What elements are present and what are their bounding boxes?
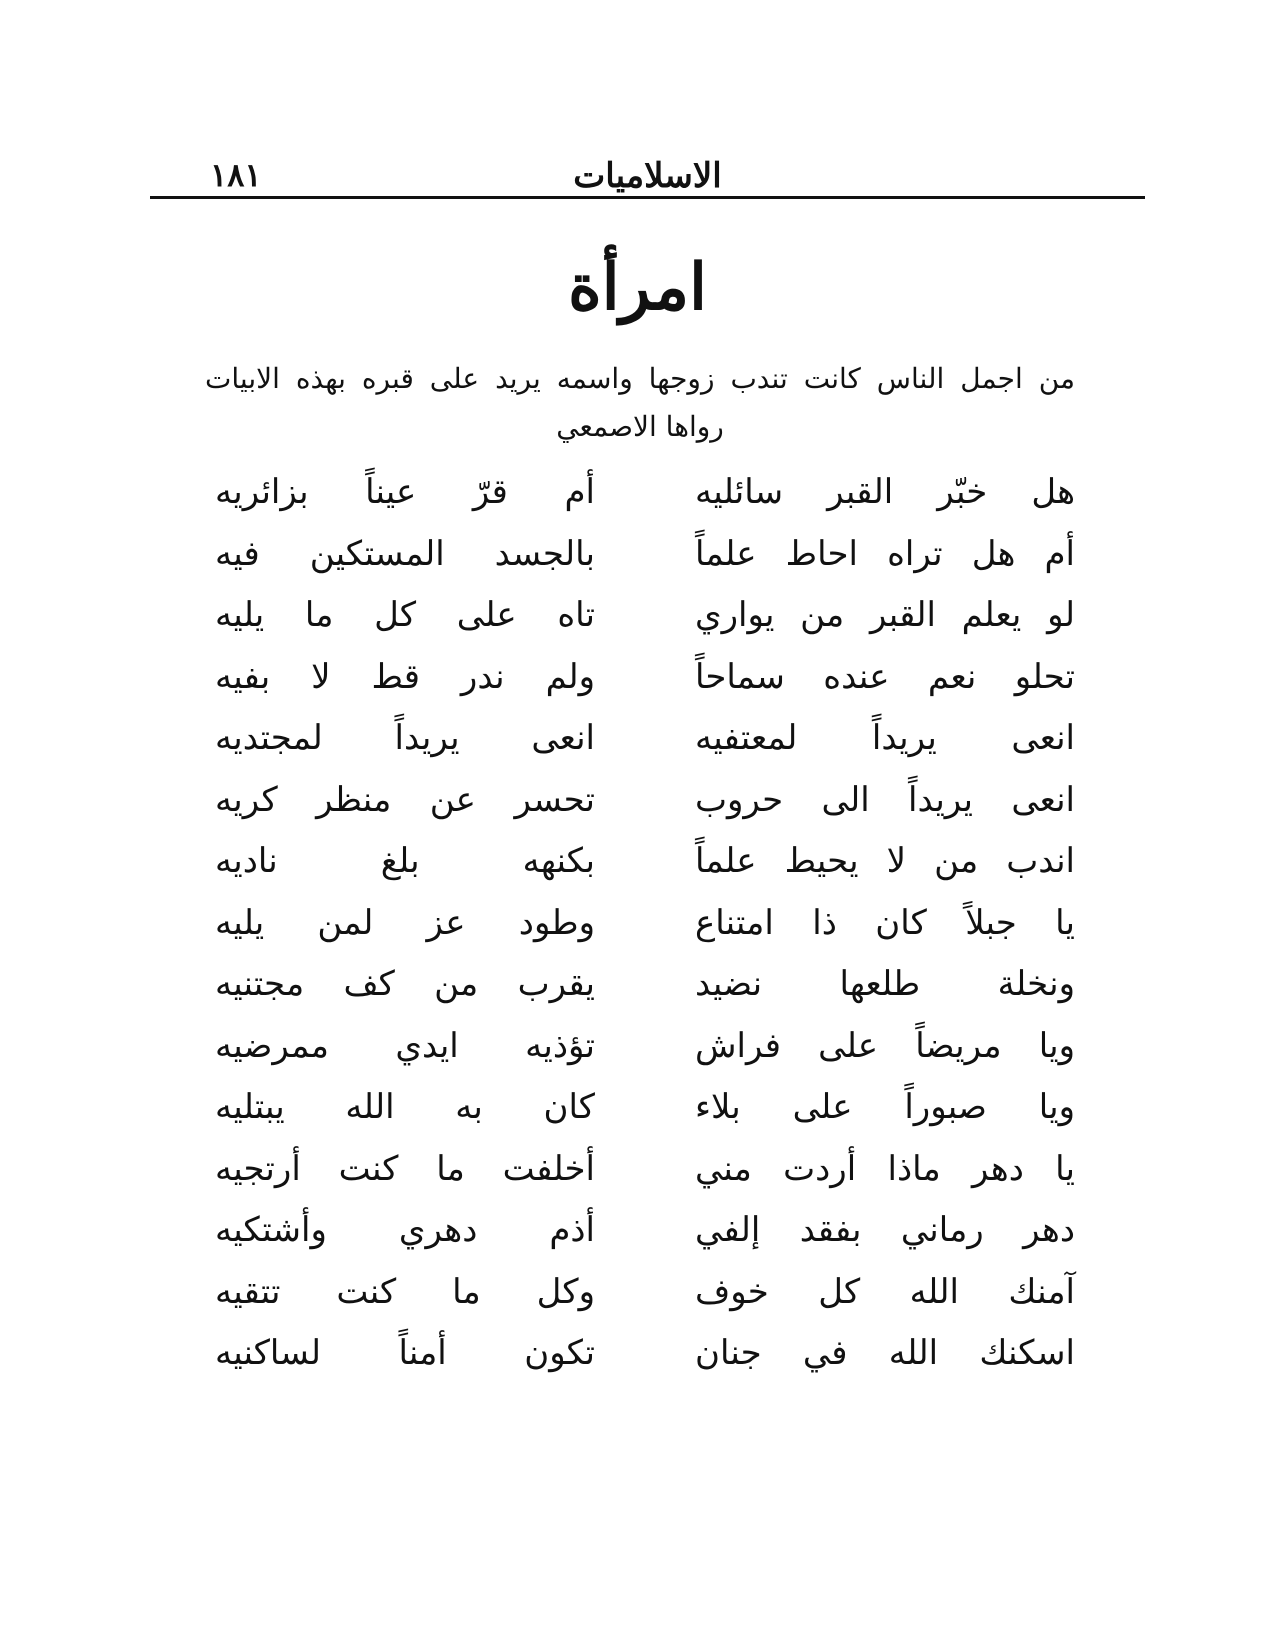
verse: [215, 585, 1075, 647]
verse: [215, 1016, 1075, 1078]
verse-first-hemistich: لو يعلم القبر من يواري: [695, 595, 1075, 635]
intro-line: من اجمل الناس كانت تندب زوجها واسمه يريد على قبره بهذه الابيات: [205, 362, 1075, 395]
verse-second-hemistich: انعى يريداً لمجتديه: [215, 718, 595, 758]
verse-second-hemistich: أخلفت ما كنت أرتجيه: [215, 1148, 595, 1189]
verse-second-hemistich: بالجسد المستكين فيه: [215, 533, 595, 574]
verse-second-hemistich: أذم دهري وأشتكيه: [215, 1210, 595, 1250]
verse-second-hemistich: وطود عز لمن يليه: [215, 902, 595, 943]
running-head-title: الاسلاميات: [573, 156, 722, 196]
poem-title: امرأة: [568, 250, 707, 325]
verse: [215, 1139, 1075, 1201]
verse-first-hemistich: ونخلة طلعها نضيد: [695, 964, 1075, 1004]
verse-first-hemistich: هل خبّر القبر سائليه: [695, 472, 1075, 512]
verse-first-hemistich: انعى يريداً الى حروب: [695, 779, 1075, 820]
verse: [215, 954, 1075, 1016]
verse-first-hemistich: يا دهر ماذا أردت مني: [695, 1148, 1075, 1189]
verse: [215, 1323, 1075, 1385]
verse: [215, 462, 1075, 524]
verse-first-hemistich: اسكنك الله في جنان: [695, 1333, 1075, 1373]
verse-first-hemistich: انعى يريداً لمعتفيه: [695, 718, 1075, 758]
verse-second-hemistich: تكون أمناً لساكنيه: [215, 1333, 595, 1373]
verse-second-hemistich: تؤذيه ايدي ممرضيه: [215, 1025, 595, 1066]
verse: [215, 770, 1075, 832]
verse-second-hemistich: كان به الله يبتليه: [215, 1087, 595, 1127]
verse: [215, 524, 1075, 586]
verse-first-hemistich: يا جبلاً كان ذا امتناع: [695, 902, 1075, 943]
verse-second-hemistich: يقرب من كف مجتنيه: [215, 964, 595, 1004]
verse-first-hemistich: آمنك الله كل خوف: [695, 1271, 1075, 1312]
verse-first-hemistich: تحلو نعم عنده سماحاً: [695, 656, 1075, 697]
verse-second-hemistich: وكل ما كنت تتقيه: [215, 1271, 595, 1312]
verse: [215, 708, 1075, 770]
verse-first-hemistich: اندب من لا يحيط علماً: [695, 841, 1075, 881]
verse: [215, 1077, 1075, 1139]
verse: [215, 893, 1075, 955]
verse-second-hemistich: تاه على كل ما يليه: [215, 595, 595, 635]
verse-first-hemistich: ويا صبوراً على بلاء: [695, 1087, 1075, 1127]
running-head: [150, 150, 1145, 199]
verse: [215, 1200, 1075, 1262]
page-number: ١٨١: [210, 156, 262, 194]
verse-second-hemistich: ولم ندر قط لا بفيه: [215, 656, 595, 697]
verse: [215, 1262, 1075, 1324]
verse-second-hemistich: بكنهه بلغ ناديه: [215, 841, 595, 881]
verse: [215, 647, 1075, 709]
verse: [215, 831, 1075, 893]
poem-verses: [215, 462, 1075, 1385]
verse-second-hemistich: أم قرّ عيناً بزائريه: [215, 472, 595, 512]
verse-first-hemistich: دهر رماني بفقد إلفي: [695, 1210, 1075, 1250]
intro-attribution: رواها الاصمعي: [556, 410, 724, 443]
verse-first-hemistich: أم هل تراه احاط علماً: [695, 533, 1075, 574]
verse-second-hemistich: تحسر عن منظر كريه: [215, 779, 595, 820]
verse-first-hemistich: ويا مريضاً على فراش: [695, 1025, 1075, 1066]
